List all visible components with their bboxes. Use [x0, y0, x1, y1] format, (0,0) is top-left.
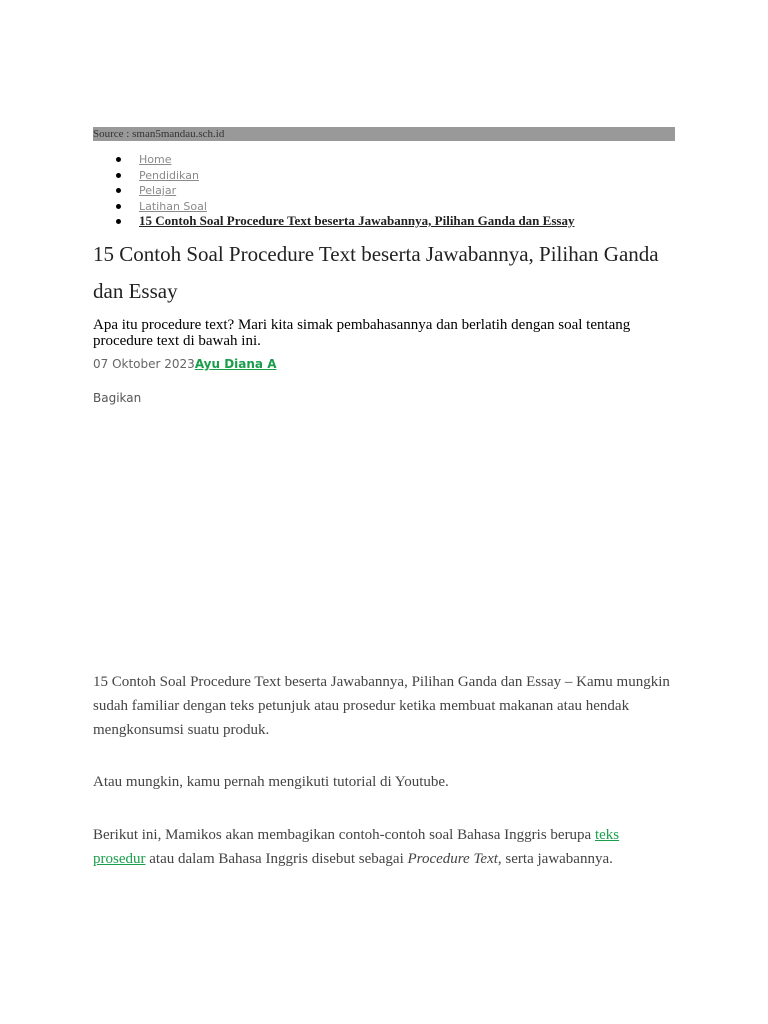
- breadcrumb-link-latihan-soal[interactable]: Latihan Soal: [139, 199, 207, 213]
- article-paragraph-3: [93, 823, 675, 871]
- publish-date: 07 Oktober 2023: [93, 357, 195, 371]
- article-meta: [93, 357, 277, 371]
- breadcrumb-link-home[interactable]: Home: [139, 153, 172, 166]
- procedure-text-emphasis: Procedure Text: [407, 851, 498, 867]
- breadcrumb: [93, 151, 574, 229]
- breadcrumb-link-pendidikan[interactable]: Pendidikan: [139, 168, 199, 182]
- paragraph-3-text-middle: atau dalam Bahasa Inggris disebut sebagai: [145, 851, 408, 867]
- article-title: 15 Contoh Soal Procedure Text beserta Jawabannya, Pilihan Ganda dan Essay: [93, 242, 659, 303]
- breadcrumb-link-current[interactable]: 15 Contoh Soal Procedure Text beserta Jawabannya, Pilihan Ganda dan Essay: [139, 213, 575, 228]
- share-button[interactable]: Bagikan: [93, 391, 142, 405]
- article-paragraph-2: Atau mungkin, kamu pernah mengikuti tutorial di Youtube.: [93, 774, 449, 790]
- breadcrumb-link-pelajar[interactable]: Pelajar: [139, 184, 177, 197]
- image-source-caption: Source : sman5mandau.sch.id: [93, 127, 675, 141]
- breadcrumb-item-pendidikan: [93, 167, 574, 183]
- author-link[interactable]: Ayu Diana A: [194, 357, 277, 371]
- paragraph-3-text-start: Berikut ini, Mamikos akan membagikan contoh-contoh soal Bahasa Inggris berupa: [93, 827, 595, 843]
- breadcrumb-item-latihan-soal: [93, 198, 574, 214]
- breadcrumb-item-pelajar: [93, 182, 574, 198]
- article-lead: Apa itu procedure text? Mari kita simak pembahasannya dan berlatih dengan soal tentang procedure text di bawah ini.: [93, 317, 631, 349]
- article-paragraph-1: 15 Contoh Soal Procedure Text beserta Jawabannya, Pilihan Ganda dan Essay – Kamu mungkin sudah familiar dengan teks petunjuk atau prosedur ketika membuat makanan atau hendak mengkonsumsi suatu produk.: [93, 674, 670, 738]
- breadcrumb-item-current: [93, 213, 574, 229]
- paragraph-3-text-end: , serta jawabannya.: [497, 851, 613, 867]
- teks-prosedur-link[interactable]: teks prosedur: [93, 827, 620, 867]
- breadcrumb-item-home: [93, 151, 574, 167]
